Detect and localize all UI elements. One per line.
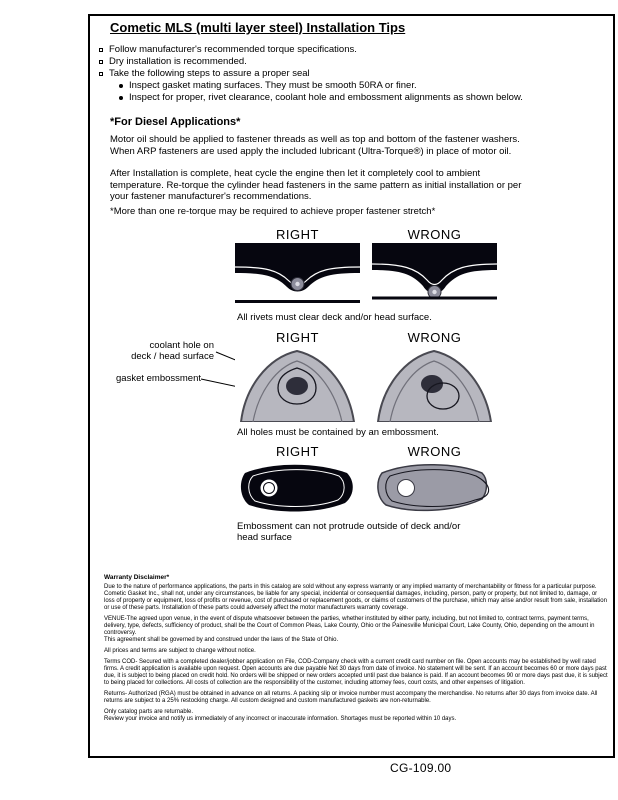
diesel-paragraph-1: Motor oil should be applied to fastener threads as well as top and bottom of the fastener washers. When ARP fasteners are used apply the included lubricant (Ultra-Torque®) in place of motor oil. (110, 134, 520, 157)
right-label: RIGHT (276, 227, 319, 242)
disclaimer-paragraph: Returns- Authorized (RGA) must be obtained in advance on all returns. A packing slip or invoice number must accompany the merchandise. No returns after 30 days from invoice date. All returns are subject to a 25% restocking charge. All custom designed and custom manufactured gaskets are non-returnable. (104, 691, 598, 704)
warranty-disclaimer-section (104, 574, 609, 723)
list-item (99, 56, 539, 68)
diagram-caption-holes: All holes must be contained by an embossment. (237, 427, 439, 438)
list-item (119, 92, 549, 104)
list-item (119, 80, 549, 92)
square-bullet-icon (99, 60, 103, 64)
coolant-hole-icon (421, 375, 443, 393)
wrong-label: WRONG (407, 330, 462, 345)
disclaimer-paragraph: Review your invoice and notify us immediately of any incorrect or inaccurate information. Shortages must be reported within 10 days. (104, 716, 457, 722)
document-number: CG-109.00 (390, 761, 452, 775)
diagram-rivet-wrong (372, 243, 497, 307)
diesel-heading: *For Diesel Applications* (110, 116, 241, 128)
square-bullet-icon (99, 48, 103, 52)
disclaimer-paragraph: Terms COD- Secured with a completed dealer/jobber application on File, COD-Company check with a current credit card number on file. Open accounts may be established by well rated firms. A credit application is available upon request. Open accounts are due payable Net 30 days from date of invoice. No statement will be sent. If an account becomes 60 or more days past due, it is subject to being placed on credit hold. No orders will be shipped or new orders accepted until past due balance is paid. If an account becomes 90 or more days past due, it is subject to being placed for collections. All costs of collection are the responsibility of the customer, including attorney fees, court costs, and other expenses of litigation. (104, 659, 608, 686)
diagram-caption-rivets: All rivets must clear deck and/or head surface. (237, 312, 432, 323)
diagram-embossment-contain-right (235, 346, 360, 422)
bullet-text: Take the following steps to assure a proper seal (109, 68, 310, 79)
bullet-text: Inspect gasket mating surfaces. They must be smooth 50RA or finer. (129, 80, 417, 91)
bullet-text: Follow manufacturer's recommended torque specifications. (109, 44, 357, 55)
bullet-text: Dry installation is recommended. (109, 56, 247, 67)
list-item (99, 44, 539, 56)
disclaimer-paragraph: Due to the nature of performance applications, the parts in this catalog are sold without any express warranty or any implied warranty of merchantability or fitness for a particular purpose. Cometic Gasket Inc., shall not, under any circumstances, be liable for any special, incidental or consequential damages, including, person, party or property, but not limited to, damage, or loss of property or equipment, loss of profits or revenue, cost of purchased or replacement goods, or claims of customers of the purchase, which may arise and/or result from sale, installation or use of these parts. Installation of these parts could adversely affect the motor manufacturers warranty coverage. (104, 584, 607, 611)
round-bullet-icon (119, 84, 123, 88)
wrong-label: WRONG (407, 444, 462, 459)
right-label: RIGHT (276, 330, 319, 345)
bullet-text: Inspect for proper, rivet clearance, coolant hole and embossment alignments as shown below. (129, 92, 523, 103)
bolt-hole-icon (398, 480, 415, 497)
round-bullet-icon (119, 96, 123, 100)
diagram-protrude-right (235, 459, 360, 517)
wrong-label: WRONG (407, 227, 462, 242)
coolant-hole-icon (286, 377, 308, 395)
page-title: Cometic MLS (multi layer steel) Installation Tips (110, 20, 406, 35)
coolant-hole-annotation: coolant hole on deck / head surface (131, 340, 214, 362)
embossment-annotation: gasket embossment (116, 373, 202, 384)
disclaimer-paragraph: Only catalog parts are returnable. (104, 709, 194, 715)
disclaimer-paragraph: This agreement shall be governed by and construed under the laws of the State of Ohio. (104, 637, 339, 643)
diagram-protrude-wrong (372, 459, 497, 517)
disclaimer-paragraph: All prices and terms are subject to change without notice. (104, 648, 256, 654)
square-bullet-icon (99, 72, 103, 76)
retorque-note: *More than one re-torque may be required to achieve proper fastener stretch* (110, 206, 436, 217)
disclaimer-heading: Warranty Disclaimer* (104, 574, 170, 581)
diagram-rivet-right (235, 243, 360, 307)
right-label: RIGHT (276, 444, 319, 459)
disclaimer-paragraph: VENUE-The agreed upon venue, in the event of dispute whatsoever between the parties, whether instituted by either party, including, but not limited to, contract terms, payment terms, delivery, type, defects, sufficiency of product, shall be the Court of Common Pleas, Lake County, Ohio or the Painesville Municipal Court, Lake County, Ohio, depending on the amount in controversy. (104, 616, 595, 636)
diagram-caption-protrude: Embossment can not protrude outside of deck and/or head surface (237, 521, 461, 543)
diagram-embossment-contain-wrong (372, 346, 497, 422)
list-item (99, 68, 539, 80)
diesel-paragraph-2: After Installation is complete, heat cycle the engine then let it completely cool to ambient temperature. Re-torque the cylinder head fasteners in the same pattern as initial installation or per your fastener manufacturer's recommendations. (110, 168, 522, 202)
